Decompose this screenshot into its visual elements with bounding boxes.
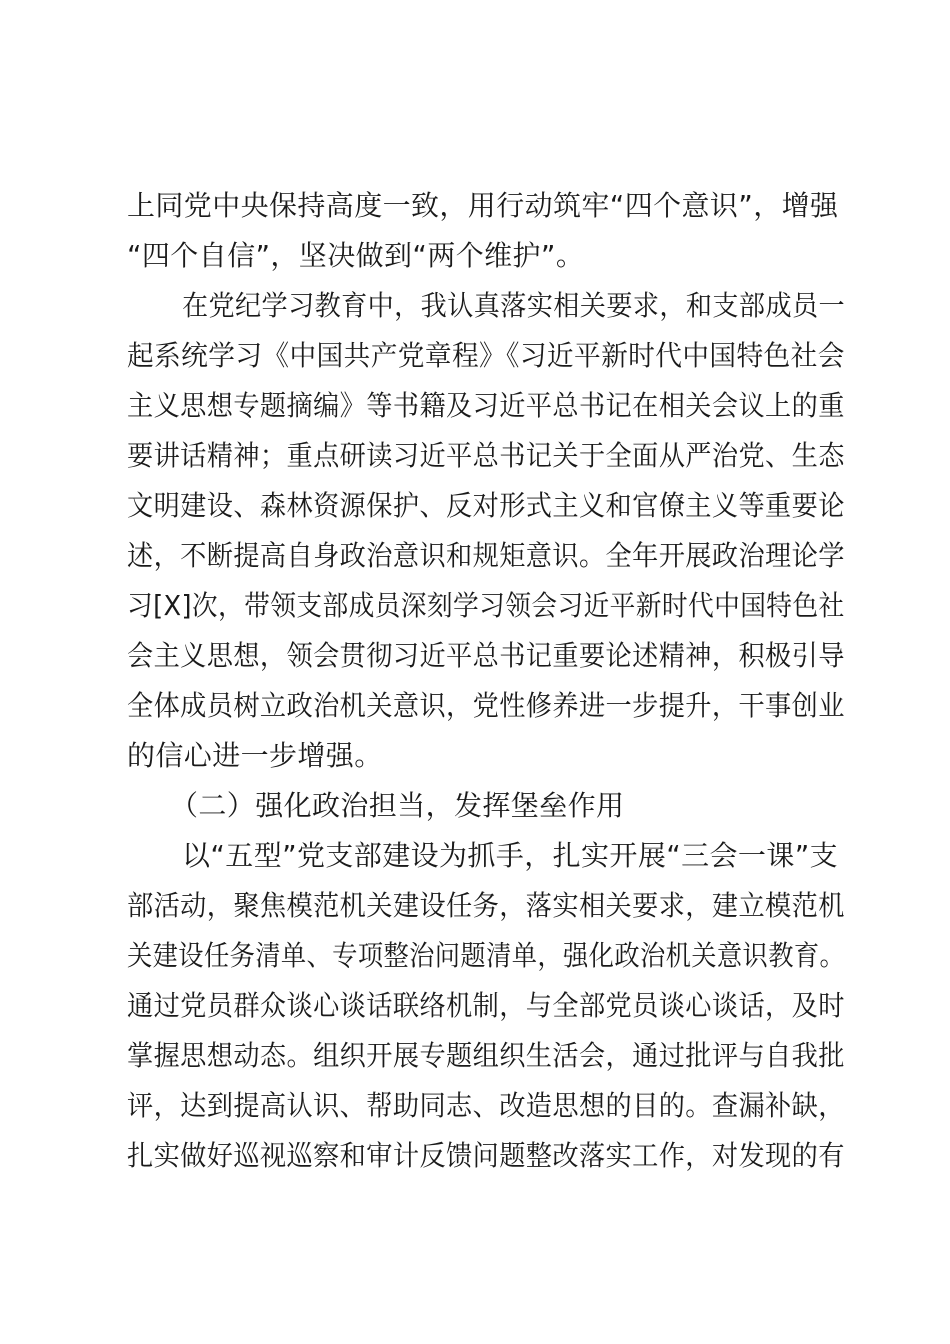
text-line: 主义思想专题摘编》等书籍及习近平总书记在相关会议上的重: [127, 389, 845, 422]
text-line: “四个自信”，坚决做到“两个维护”。: [127, 239, 585, 272]
text-line: 全体成员树立政治机关意识，党性修养进一步提升，干事创业: [127, 689, 845, 722]
text-line: 文明建设、森林资源保护、反对形式主义和官僚主义等重要论: [127, 489, 845, 522]
text-line: 扎实做好巡视巡察和审计反馈问题整改落实工作，对发现的有: [127, 1139, 845, 1172]
text-line: 部活动，聚焦模范机关建设任务，落实相关要求，建立模范机: [127, 889, 845, 922]
text-line: 掌握思想动态。组织开展专题组织生活会，通过批评与自我批: [127, 1039, 845, 1072]
text-line: 的信心进一步增强。: [127, 739, 383, 772]
text-line: 上同党中央保持高度一致，用行动筑牢“四个意识”，增强: [127, 189, 839, 222]
section-heading: （二）强化政治担当，发挥堡垒作用: [170, 789, 625, 822]
text-line: 起系统学习《中国共产党章程》《习近平新时代中国特色社会: [127, 339, 845, 372]
text-line: 通过党员群众谈心谈话联络机制，与全部党员谈心谈话，及时: [127, 989, 845, 1022]
text-line: 述，不断提高自身政治意识和规矩意识。全年开展政治理论学: [127, 539, 845, 572]
text-line: 评，达到提高认识、帮助同志、改造思想的目的。查漏补缺，: [127, 1089, 845, 1122]
paragraph-first-line: 以“五型”党支部建设为抓手，扎实开展“三会一课”支: [182, 839, 839, 872]
text-line: 习[X]次，带领支部成员深刻学习领会习近平新时代中国特色社: [127, 589, 845, 622]
text-line: 要讲话精神；重点研读习近平总书记关于全面从严治党、生态: [127, 439, 845, 472]
text-line: 关建设任务清单、专项整治问题清单，强化政治机关意识教育。: [127, 939, 846, 972]
paragraph-first-line: 在党纪学习教育中，我认真落实相关要求，和支部成员一: [182, 289, 846, 322]
text-line: 会主义思想，领会贯彻习近平总书记重要论述精神，积极引导: [127, 639, 845, 672]
